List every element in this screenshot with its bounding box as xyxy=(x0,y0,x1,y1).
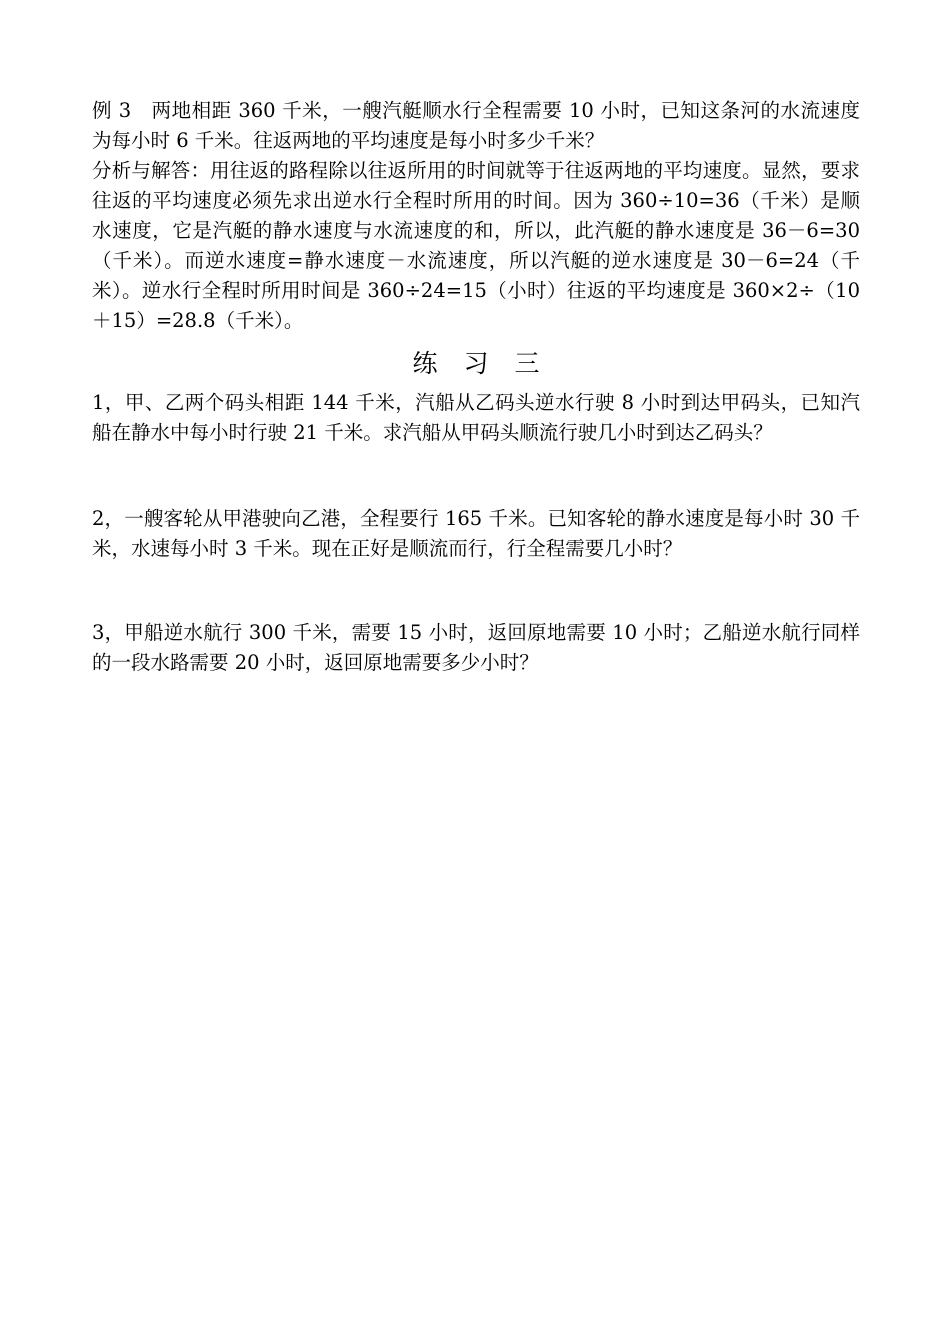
example-solution: 分析与解答：用往返的路程除以往返所用的时间就等于往返两地的平均速度。显然，要求往返的平均速度必须先求出逆水行全程时所用的时间。因为 360÷10=36（千米）是顺水速度，它是汽艇的静水速度与水流速度的和，所以，此汽艇的静水速度是 36－6=30（千米）。而逆水速度=静水速度－水流速度，所以汽艇的逆水速度是 30－6=24（千米）。逆水行全程时所用时间是 360÷24=15（小时）往返的平均速度是 360×2÷（10＋15）=28.8（千米）。 xyxy=(92,159,860,332)
exercise-question-3: 3，甲船逆水航行 300 千米，需要 15 小时，返回原地需要 10 小时；乙船逆水航行同样的一段水路需要 20 小时，返回原地需要多少小时？ xyxy=(92,621,860,674)
exercise-title: 练习三 xyxy=(412,349,566,378)
document-page xyxy=(92,96,860,678)
exercise-question-1: 1，甲、乙两个码头相距 144 千米，汽船从乙码头逆水行驶 8 小时到达甲码头，已知汽船在静水中每小时行驶 21 千米。求汽船从甲码头顺流行驶几小时到达乙码头？ xyxy=(92,391,860,444)
example-problem: 例 3 两地相距 360 千米，一艘汽艇顺水行全程需要 10 小时，已知这条河的水流速度为每小时 6 千米。往返两地的平均速度是每小时多少千米？ xyxy=(92,99,860,152)
exercise-question-2: 2，一艘客轮从甲港驶向乙港，全程要行 165 千米。已知客轮的静水速度是每小时 30 千米，水速每小时 3 千米。现在正好是顺流而行，行全程需要几小时？ xyxy=(92,507,860,560)
